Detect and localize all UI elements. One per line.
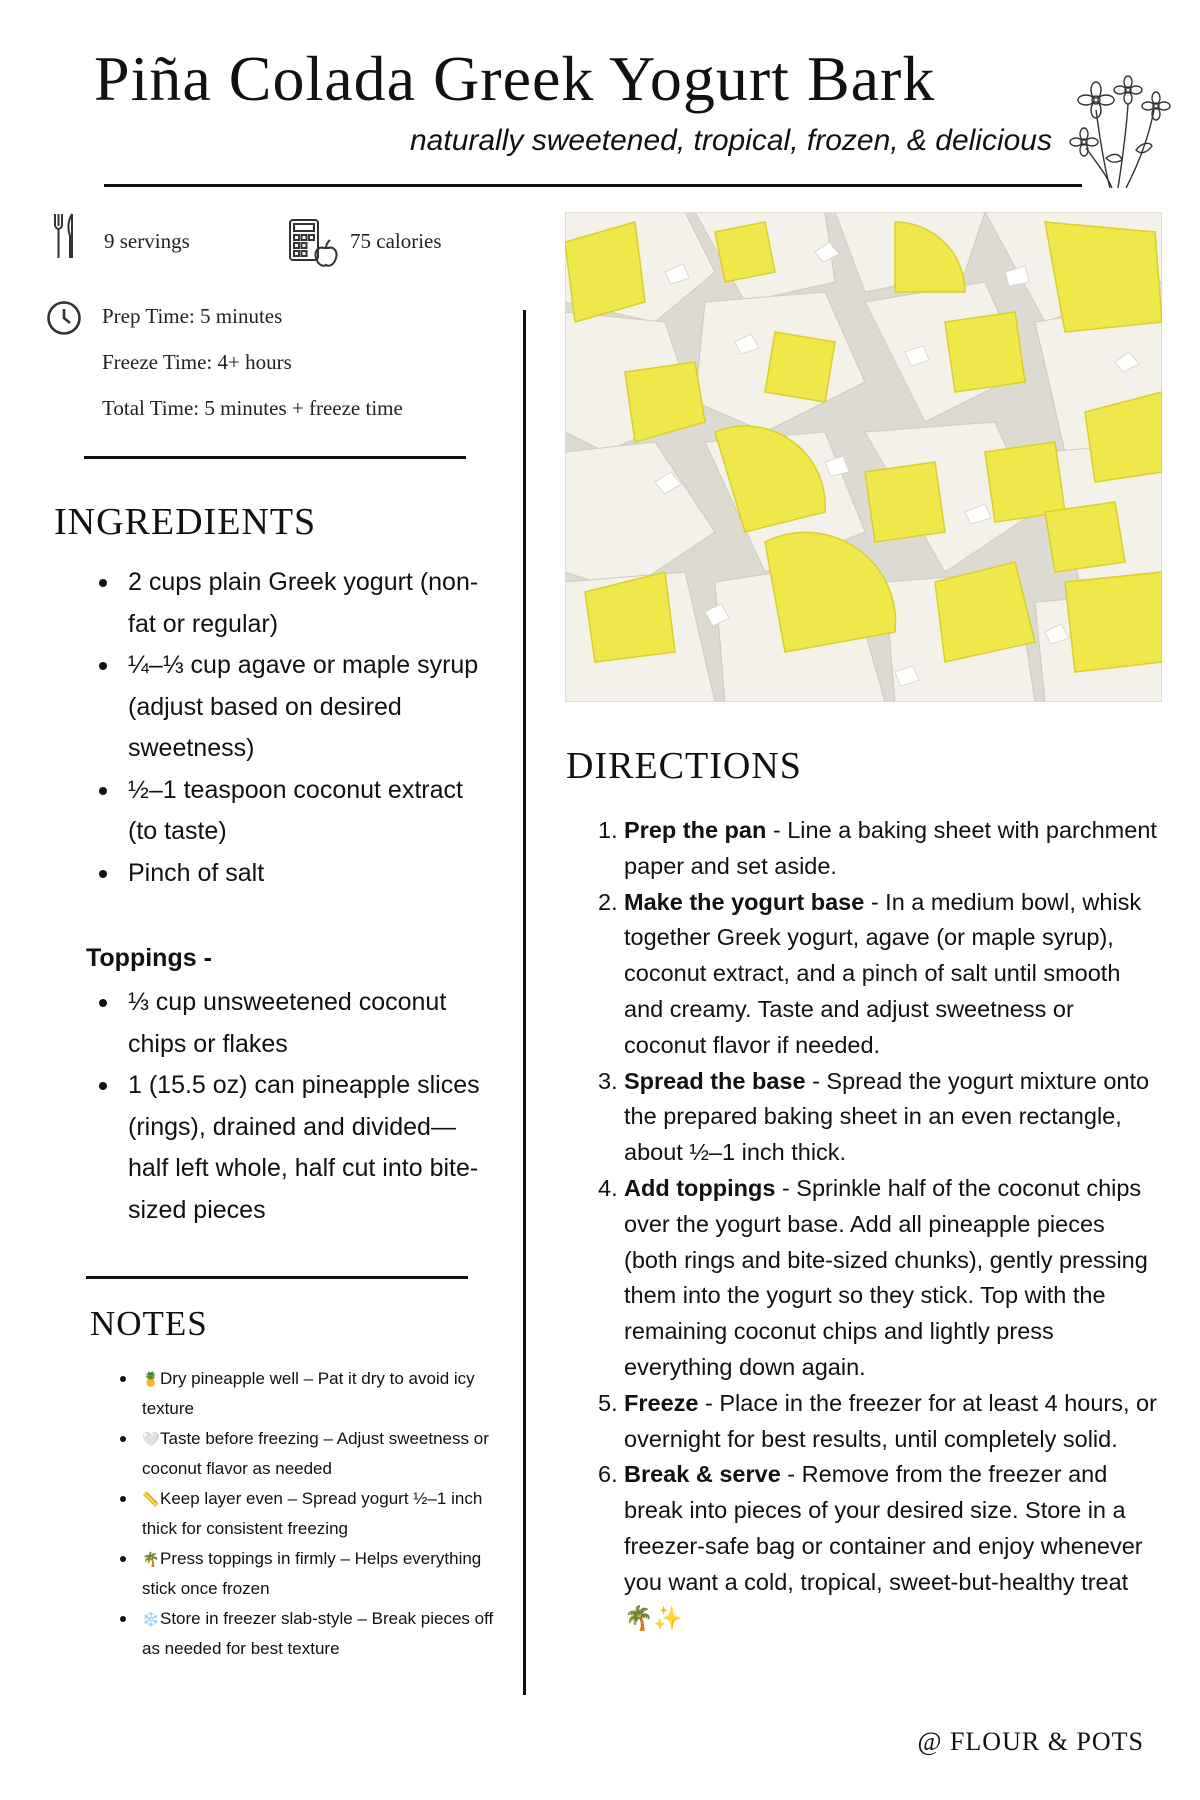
list-item: [120, 1484, 500, 1544]
column-divider: [523, 310, 526, 1695]
step-number: 1.: [598, 817, 618, 843]
list-item: 2 cups plain Greek yogurt (non-fat or regular): [94, 562, 494, 645]
list-item: [600, 813, 1160, 885]
step-title: Add toppings: [624, 1174, 776, 1201]
servings-count: 9 servings: [104, 229, 190, 253]
list-item: [120, 1364, 500, 1424]
list-item: [600, 1386, 1160, 1458]
list-item: [120, 1424, 500, 1484]
calculator-apple-icon: [288, 218, 340, 268]
heart-icon: 🤍: [142, 1431, 160, 1447]
step-number: 2.: [598, 888, 618, 915]
list-item: 1 (15.5 oz) can pineapple slices (rings), drained and divided—half left whole, half cut into bite-sized pieces: [94, 1065, 494, 1231]
ingredients-heading: INGREDIENTS: [54, 501, 317, 543]
step-number: 4.: [598, 1174, 618, 1201]
freeze-time: Freeze Time: 4+ hours: [102, 350, 292, 374]
notes-list: [120, 1364, 500, 1664]
list-item: ¼–⅓ cup agave or maple syrup (adjust based on desired sweetness): [94, 645, 494, 770]
ruler-icon: 📏: [142, 1491, 160, 1507]
info-divider: [84, 456, 466, 459]
page-title: Piña Colada Greek Yogurt Bark: [94, 43, 936, 114]
step-title: Freeze: [624, 1389, 699, 1416]
step-number: 6.: [598, 1461, 618, 1488]
ingredients-list: [94, 562, 494, 894]
step-number: 3.: [598, 1067, 618, 1094]
yogurt-bark-photo: [565, 212, 1162, 702]
fork-knife-icon: [52, 212, 78, 260]
footer-brand: @ FLOUR & POTS: [917, 1727, 1144, 1756]
total-time: Total Time: 5 minutes + freeze time: [102, 396, 403, 420]
list-item: [600, 1457, 1160, 1636]
list-item: [600, 1171, 1160, 1386]
pineapple-icon: 🍍: [142, 1371, 160, 1387]
palm-tree-icon: 🌴: [142, 1551, 160, 1567]
step-text: - Remove from the freezer and break into pieces of your desired size. Store in a freezer-safe bag or container and enjoy whenever you want a cold, tropical, sweet-but-healthy treat 🌴✨: [624, 1461, 1143, 1631]
step-text: - Spread the yogurt mixture onto the prepared baking sheet in an even rectangle, about ½–1 inch thick.: [624, 1067, 1150, 1166]
snowflake-icon: ❄️: [142, 1611, 160, 1627]
list-item: [600, 1064, 1160, 1171]
flower-illustration-icon: [1066, 70, 1176, 188]
header-divider: [104, 184, 1082, 187]
note-text: Keep layer even – Spread yogurt ½–1 inch thick for consistent freezing: [142, 1489, 483, 1538]
toppings-label: Toppings -: [86, 944, 212, 972]
directions-heading: DIRECTIONS: [566, 745, 802, 787]
step-text: - In a medium bowl, whisk together Greek yogurt, agave (or maple syrup), coconut extract, and a pinch of salt until smooth and creamy. Taste and adjust sweetness or coconut flavor if needed.: [624, 888, 1142, 1058]
step-title: Spread the base: [624, 1067, 806, 1094]
clock-icon: [46, 300, 82, 336]
note-text: Press toppings in firmly – Helps everything stick once frozen: [142, 1549, 482, 1598]
note-text: Taste before freezing – Adjust sweetness or coconut flavor as needed: [142, 1429, 489, 1478]
list-item: [120, 1544, 500, 1604]
page-subtitle: naturally sweetened, tropical, frozen, & delicious: [409, 124, 1052, 157]
step-title: Prep the pan: [624, 817, 767, 843]
step-text: - Place in the freezer for at least 4 hours, or overnight for best results, until completely solid.: [624, 1389, 1157, 1452]
note-text: Dry pineapple well – Pat it dry to avoid icy texture: [142, 1369, 475, 1418]
list-item: [600, 885, 1160, 1064]
step-text: - Sprinkle half of the coconut chips over the yogurt base. Add all pineapple pieces (both rings and bite-sized chunks), gently pressing them into the yogurt so they stick. Top with the remaining coconut chips and lightly press everything down again.: [624, 1174, 1148, 1380]
list-item: ½–1 teaspoon coconut extract (to taste): [94, 770, 494, 853]
list-item: Pinch of salt: [94, 853, 494, 895]
calories-count: 75 calories: [350, 229, 442, 253]
step-title: Make the yogurt base: [624, 888, 865, 915]
directions-list: [600, 813, 1160, 1636]
step-title: Break & serve: [624, 1461, 781, 1488]
step-text: - Line a baking sheet with parchment paper and set aside.: [624, 817, 1157, 879]
toppings-list: [94, 982, 494, 1231]
list-item: ⅓ cup unsweetened coconut chips or flakes: [94, 982, 494, 1065]
note-text: Store in freezer slab-style – Break pieces off as needed for best texture: [142, 1609, 494, 1658]
list-item: [120, 1604, 500, 1664]
prep-time: Prep Time: 5 minutes: [102, 304, 283, 328]
notes-divider: [86, 1276, 468, 1279]
step-number: 5.: [598, 1389, 618, 1416]
notes-heading: NOTES: [90, 1304, 208, 1343]
